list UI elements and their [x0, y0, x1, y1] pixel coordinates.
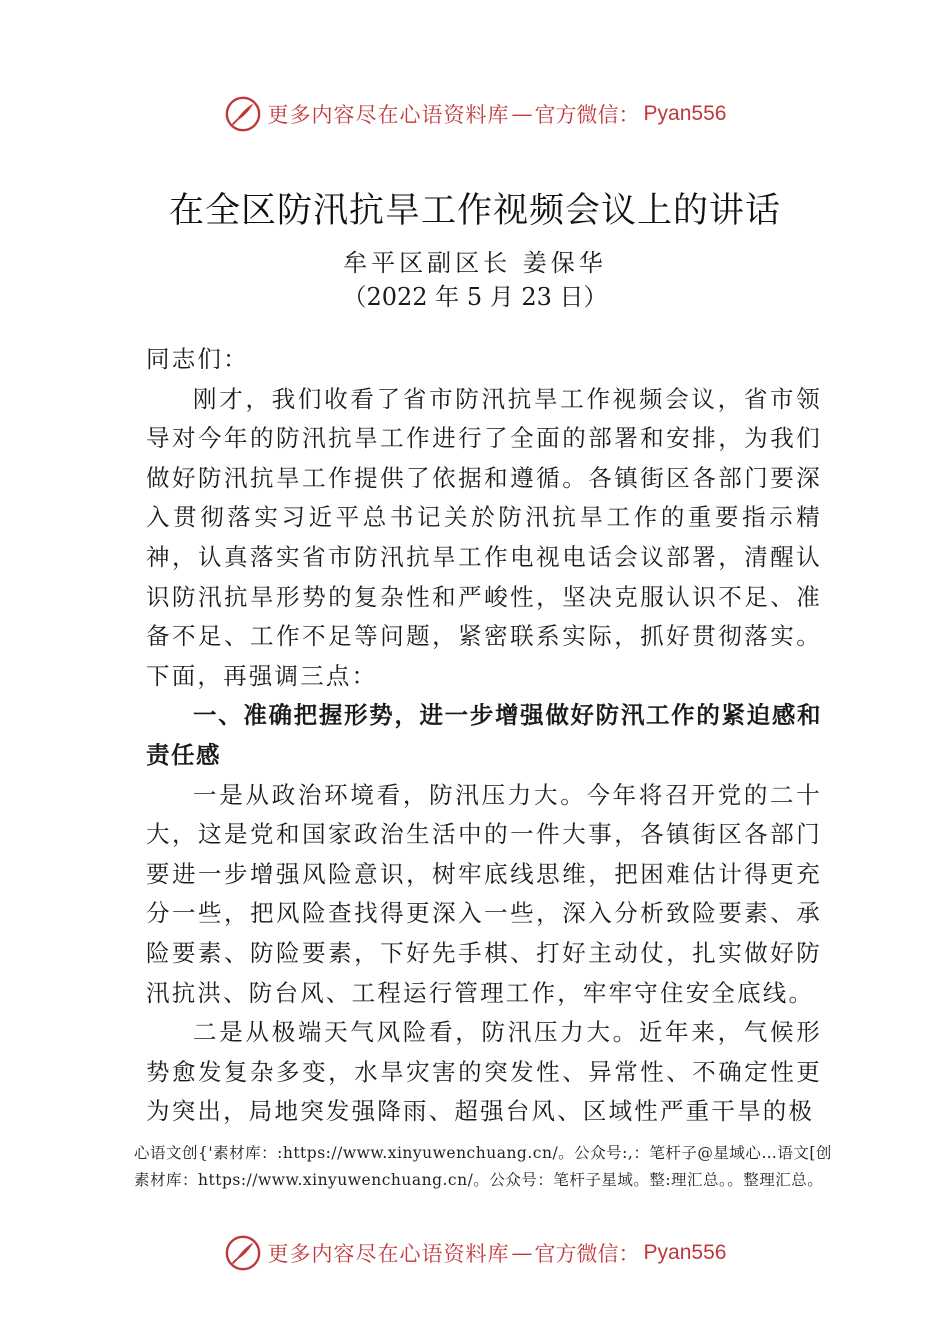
banner-wechat-label: 官方微信：: [534, 103, 640, 127]
banner-wechat-label: 官方微信：: [534, 1242, 640, 1266]
banner-text: 更多内容尽在心语资料库: [267, 103, 510, 127]
quill-logo-icon: [224, 1234, 262, 1272]
paragraph: 二是从极端天气风险看，防汛压力大。近年来，气候形势愈发复杂多变，水旱灾害的突发性、异常性、不确定性更为突出，局地突发强降雨、超强台风、区域性严重干旱的极: [146, 1018, 822, 1126]
document-body: [146, 340, 822, 1132]
banner-separator: —: [511, 102, 533, 126]
document-title: 在全区防汛抗旱工作视频会议上的讲话: [168, 191, 781, 231]
top-banner: [0, 92, 950, 136]
banner-separator: —: [511, 1241, 533, 1265]
paragraph: 刚才，我们收看了省市防汛抗旱工作视频会议，省市领导对今年的防汛抗旱工作进行了全面的部署和安排，为我们做好防汛抗旱工作提供了依据和遵循。各镇街区各部门要深入贯彻落实习近平总书记关於防汛抗旱工作的重要指示精神，认真落实省市防汛抗旱工作电视电话会议部署，清醒认识防汛抗旱形势的复杂性和严峻性，坚决克服认识不足、准备不足、工作不足等问题，紧密联系实际，抓好贯彻落实。下面，再强调三点：: [146, 384, 822, 690]
bottom-banner: [0, 1231, 950, 1275]
banner-text: 更多内容尽在心语资料库: [267, 1242, 510, 1266]
footer-note: 心语文创{'素材库：:https://www.xinyuwenchuang.cn/。公众号:,：笔杆子@星域心…语文[创素材库：https://www.xinyuwenchuang.cn/。公众号：笔杆子星域。整:理汇总。。整理汇总。: [134, 1144, 832, 1189]
document-date: （2022 年 5 月 23 日）: [342, 283, 608, 311]
banner-wechat-id: Pyan556: [643, 102, 727, 125]
quill-logo-icon: [224, 95, 262, 133]
paragraph: 一是从政治环境看，防汛压力大。今年将召开党的二十大，这是党和国家政治生活中的一件大事，各镇街区各部门要进一步增强风险意识，树牢底线思维，把困难估计得更充分一些，把风险查找得更深入一些，深入分析致险要素、承险要素、防险要素，下好先手棋、打好主动仗，扎实做好防汛抗洪、防台风、工程运行管理工作，牢牢守住安全底线。: [146, 780, 822, 1007]
banner-wechat-id: Pyan556: [643, 1241, 727, 1264]
greeting: 同志们：: [146, 345, 249, 373]
document-author: 牟平区副区长 姜保华: [343, 249, 607, 277]
section-heading: 一、准确把握形势，进一步增强做好防汛工作的紧迫感和责任感: [146, 701, 822, 769]
